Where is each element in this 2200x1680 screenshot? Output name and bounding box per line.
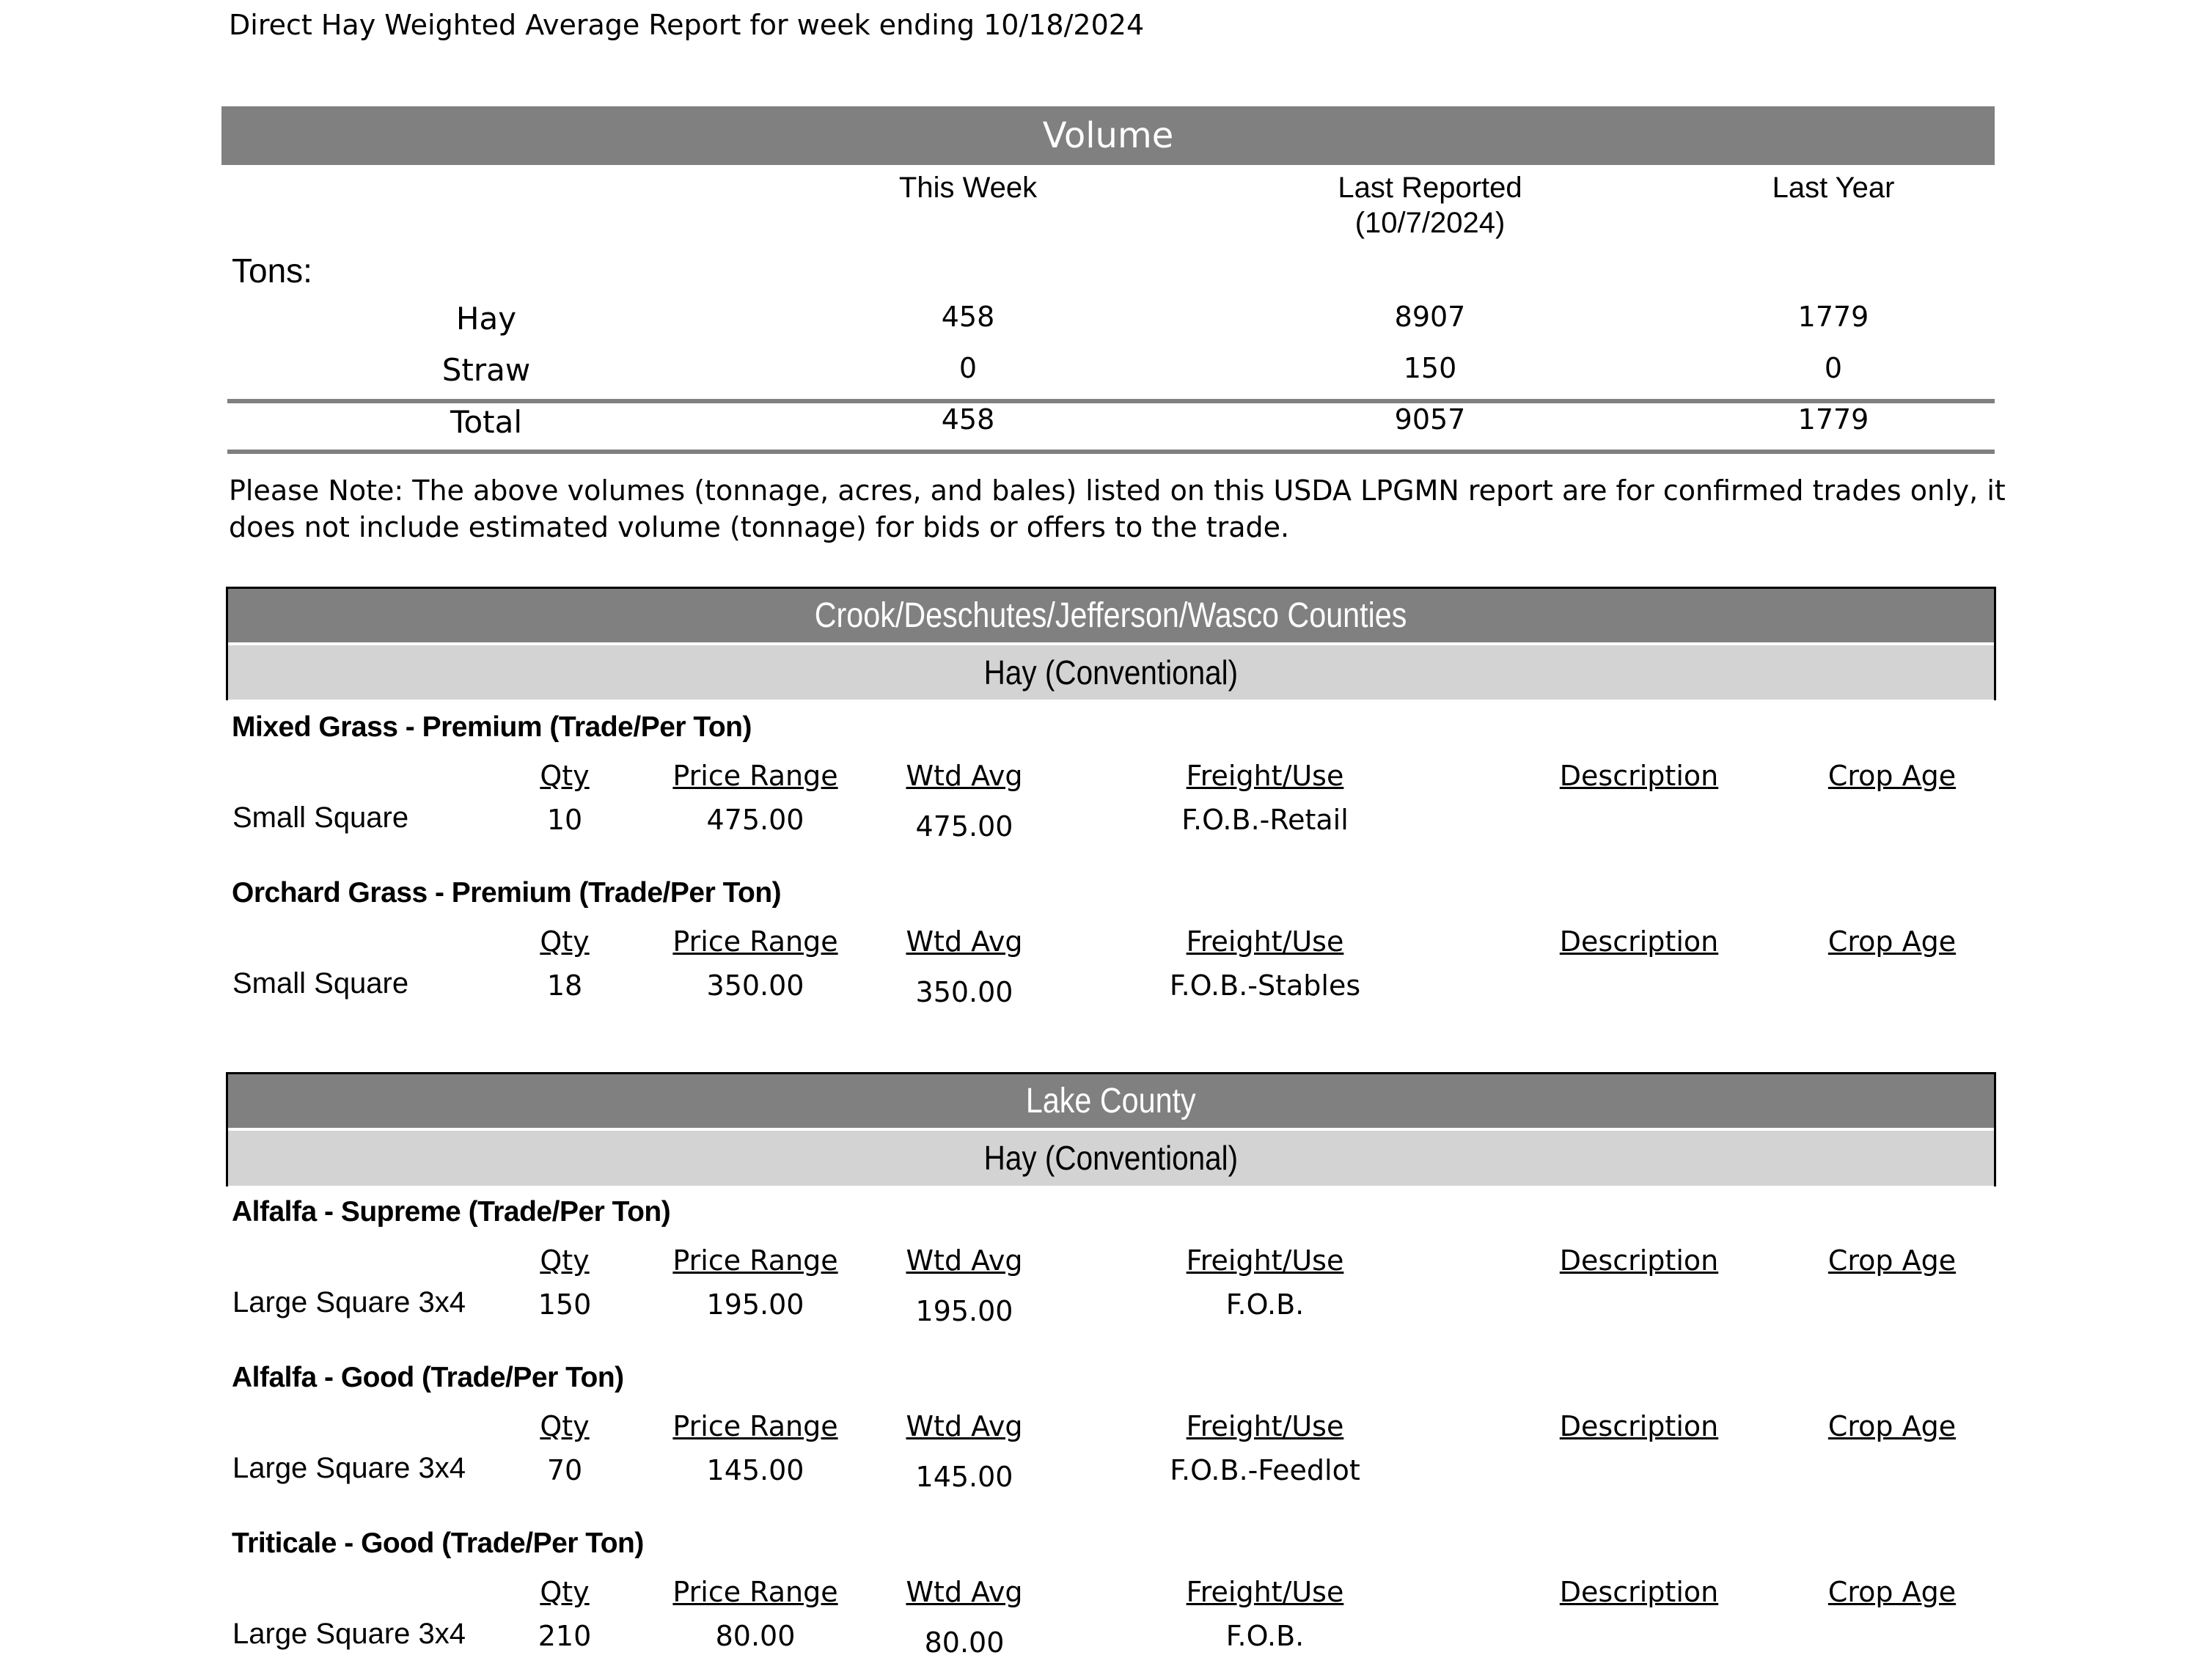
total-last-reported: 9057	[1394, 403, 1466, 436]
col-wtd-avg: Wtd Avg	[906, 925, 1023, 958]
qty-value: 150	[538, 1288, 592, 1321]
freight-value: F.O.B.	[1225, 1620, 1305, 1652]
wtd-avg-value: 475.00	[915, 810, 1013, 843]
col-last-reported-date: (10/7/2024)	[1354, 207, 1506, 239]
col-crop-age: Crop Age	[1827, 1576, 1957, 1608]
region-header	[228, 1074, 1994, 1128]
col-qty: Qty	[540, 1410, 590, 1442]
col-description: Description	[1559, 760, 1719, 792]
row-label-total: Total	[450, 404, 523, 440]
col-crop-age: Crop Age	[1827, 1244, 1957, 1277]
category-title: Hay (Conventional)	[983, 1139, 1239, 1177]
volume-header-label: Volume	[1042, 115, 1174, 156]
straw-last-reported: 150	[1403, 352, 1457, 384]
col-this-week: This Week	[898, 172, 1038, 204]
col-qty: Qty	[540, 1576, 590, 1608]
col-freight-use: Freight/Use	[1186, 1244, 1344, 1277]
package-type: Small Square	[232, 802, 409, 834]
total-this-week: 458	[941, 403, 995, 436]
col-qty: Qty	[540, 1244, 590, 1277]
col-freight-use: Freight/Use	[1186, 925, 1344, 958]
hay-last-year: 1779	[1797, 301, 1869, 333]
qty-value: 210	[538, 1620, 592, 1652]
col-price-range: Price Range	[672, 1410, 838, 1442]
straw-last-year: 0	[1824, 352, 1843, 384]
col-wtd-avg: Wtd Avg	[906, 1410, 1023, 1442]
col-crop-age: Crop Age	[1827, 760, 1957, 792]
total-last-year: 1779	[1797, 403, 1869, 436]
col-qty: Qty	[540, 760, 590, 792]
grade-title: Alfalfa - Supreme (Trade/Per Ton)	[232, 1196, 671, 1228]
col-description: Description	[1559, 925, 1719, 958]
qty-value: 10	[546, 804, 583, 836]
report-title: Direct Hay Weighted Average Report for week ending 10/18/2024	[229, 9, 1145, 41]
col-crop-age: Crop Age	[1827, 925, 1957, 958]
freight-value: F.O.B.	[1225, 1288, 1305, 1321]
col-last-year: Last Year	[1772, 172, 1895, 204]
grade-title: Orchard Grass - Premium (Trade/Per Ton)	[232, 877, 782, 909]
qty-value: 18	[546, 969, 583, 1002]
col-freight-use: Freight/Use	[1186, 1410, 1344, 1442]
hay-last-reported: 8907	[1394, 301, 1466, 333]
price-range-value: 80.00	[715, 1620, 796, 1652]
grade-title: Mixed Grass - Premium (Trade/Per Ton)	[232, 711, 752, 743]
region-title: Lake County	[1026, 1082, 1196, 1120]
col-description: Description	[1559, 1576, 1719, 1608]
tons-label: Tons:	[232, 252, 312, 290]
row-label-straw: Straw	[441, 352, 531, 388]
volume-note: Please Note: The above volumes (tonnage, acres, and bales) listed on this USDA LPGMN report are for confirmed trades only, it does not include estimated volume (tonnage) for bids or offers to the trade.	[229, 474, 2006, 543]
straw-this-week: 0	[958, 352, 978, 384]
col-wtd-avg: Wtd Avg	[906, 1576, 1023, 1608]
volume-header	[221, 106, 1995, 165]
col-qty: Qty	[540, 925, 590, 958]
grade-title: Alfalfa - Good (Trade/Per Ton)	[232, 1362, 624, 1393]
wtd-avg-value: 80.00	[924, 1626, 1005, 1659]
col-wtd-avg: Wtd Avg	[906, 760, 1023, 792]
freight-value: F.O.B.-Retail	[1181, 804, 1349, 836]
wtd-avg-value: 195.00	[915, 1295, 1013, 1327]
grade-title: Triticale - Good (Trade/Per Ton)	[232, 1527, 644, 1559]
price-range-value: 350.00	[706, 969, 804, 1002]
wtd-avg-value: 350.00	[915, 976, 1013, 1008]
freight-value: F.O.B.-Feedlot	[1170, 1454, 1360, 1486]
col-freight-use: Freight/Use	[1186, 760, 1344, 792]
col-crop-age: Crop Age	[1827, 1410, 1957, 1442]
package-type: Large Square 3x4	[232, 1618, 466, 1650]
col-freight-use: Freight/Use	[1186, 1576, 1344, 1608]
volume-bottom-rule	[227, 450, 1995, 454]
category-title: Hay (Conventional)	[983, 653, 1239, 692]
category-header	[228, 645, 1994, 700]
category-header	[228, 1131, 1994, 1186]
col-price-range: Price Range	[672, 925, 838, 958]
hay-this-week: 458	[941, 301, 995, 333]
col-price-range: Price Range	[672, 760, 838, 792]
row-label-hay: Hay	[455, 301, 517, 337]
col-description: Description	[1559, 1244, 1719, 1277]
package-type: Large Square 3x4	[232, 1286, 466, 1318]
col-description: Description	[1559, 1410, 1719, 1442]
col-wtd-avg: Wtd Avg	[906, 1244, 1023, 1277]
region-header	[228, 589, 1994, 642]
freight-value: F.O.B.-Stables	[1169, 969, 1361, 1002]
price-range-value: 145.00	[706, 1454, 804, 1486]
price-range-value: 475.00	[706, 804, 804, 836]
package-type: Large Square 3x4	[232, 1452, 466, 1484]
wtd-avg-value: 145.00	[915, 1461, 1013, 1493]
col-price-range: Price Range	[672, 1576, 838, 1608]
price-range-value: 195.00	[706, 1288, 804, 1321]
col-last-reported: Last Reported	[1338, 172, 1522, 204]
qty-value: 70	[546, 1454, 583, 1486]
col-price-range: Price Range	[672, 1244, 838, 1277]
region-title: Crook/Deschutes/Jefferson/Wasco Counties	[815, 596, 1407, 635]
package-type: Small Square	[232, 967, 409, 999]
